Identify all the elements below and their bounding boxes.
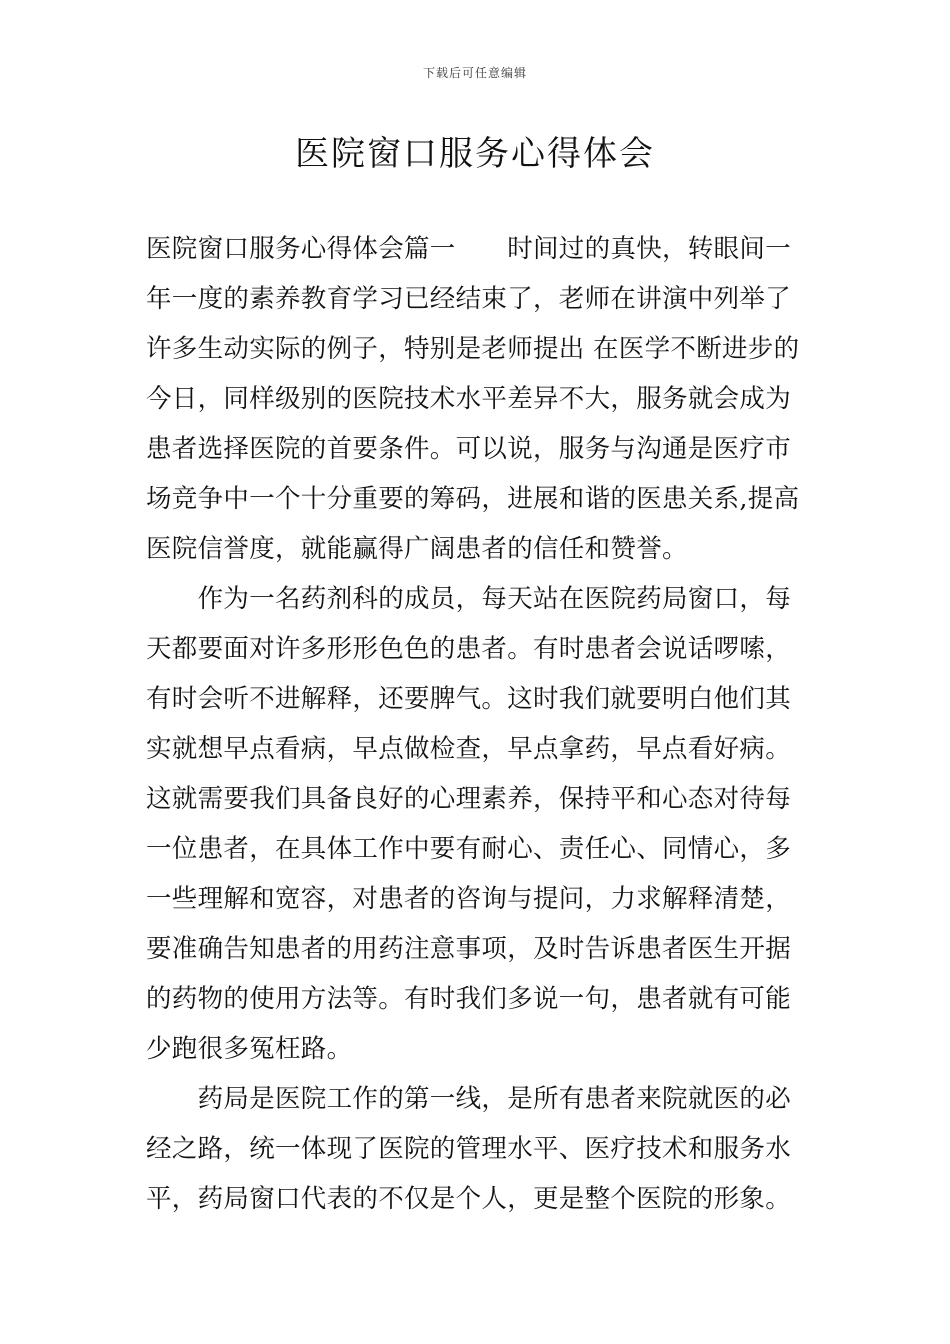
body-line: 许多生动实际的例子，特别是老师提出 在医学不断进步的 — [146, 334, 800, 364]
body-line: 医院信誉度，就能赢得广阔患者的信任和赞誉。 — [146, 534, 688, 564]
body-line: 平，药局窗口代表的不仅是个人，更是整个医院的形象。 — [146, 1184, 792, 1214]
body-line: 药局是医院工作的第一线，是所有患者来院就医的必 — [146, 1084, 792, 1114]
header-note: 下载后可任意编辑 — [422, 66, 527, 80]
document-title: 医院窗口服务心得体会 — [295, 134, 655, 174]
body-line: 患者选择医院的首要条件。可以说，服务与沟通是医疗市 — [146, 434, 792, 464]
body-line: 要准确告知患者的用药注意事项，及时告诉患者医生开据 — [146, 934, 792, 964]
document-body — [146, 224, 806, 1224]
body-line: 一些理解和宽容，对患者的咨询与提问，力求解释清楚， — [146, 884, 792, 914]
body-line: 少跑很多冤枉路。 — [146, 1034, 353, 1064]
body-line: 实就想早点看病，早点做检查，早点拿药，早点看好病。 — [146, 734, 792, 764]
body-line: 经之路，统一体现了医院的管理水平、医疗技术和服务水 — [146, 1134, 792, 1164]
body-line: 有时会听不进解释，还要脾气。这时我们就要明白他们其 — [146, 684, 792, 714]
body-line: 这就需要我们具备良好的心理素养，保持平和心态对待每 — [146, 784, 792, 814]
body-line: 的药物的使用方法等。有时我们多说一句，患者就有可能 — [146, 984, 792, 1014]
body-line: 医院窗口服务心得体会篇一 时间过的真快，转眼间一 — [146, 234, 792, 264]
body-line: 一位患者，在具体工作中要有耐心、责任心、同情心，多 — [146, 834, 792, 864]
body-line: 今日，同样级别的医院技术水平差异不大，服务就会成为 — [146, 384, 792, 414]
body-line: 作为一名药剂科的成员，每天站在医院药局窗口，每 — [146, 584, 792, 614]
body-line: 场竞争中一个十分重要的筹码，进展和谐的医患关系,提高 — [146, 484, 800, 514]
body-line: 年一度的素养教育学习已经结束了，老师在讲演中列举了 — [146, 284, 792, 314]
body-line: 天都要面对许多形形色色的患者。有时患者会说话啰嗦， — [146, 634, 792, 664]
